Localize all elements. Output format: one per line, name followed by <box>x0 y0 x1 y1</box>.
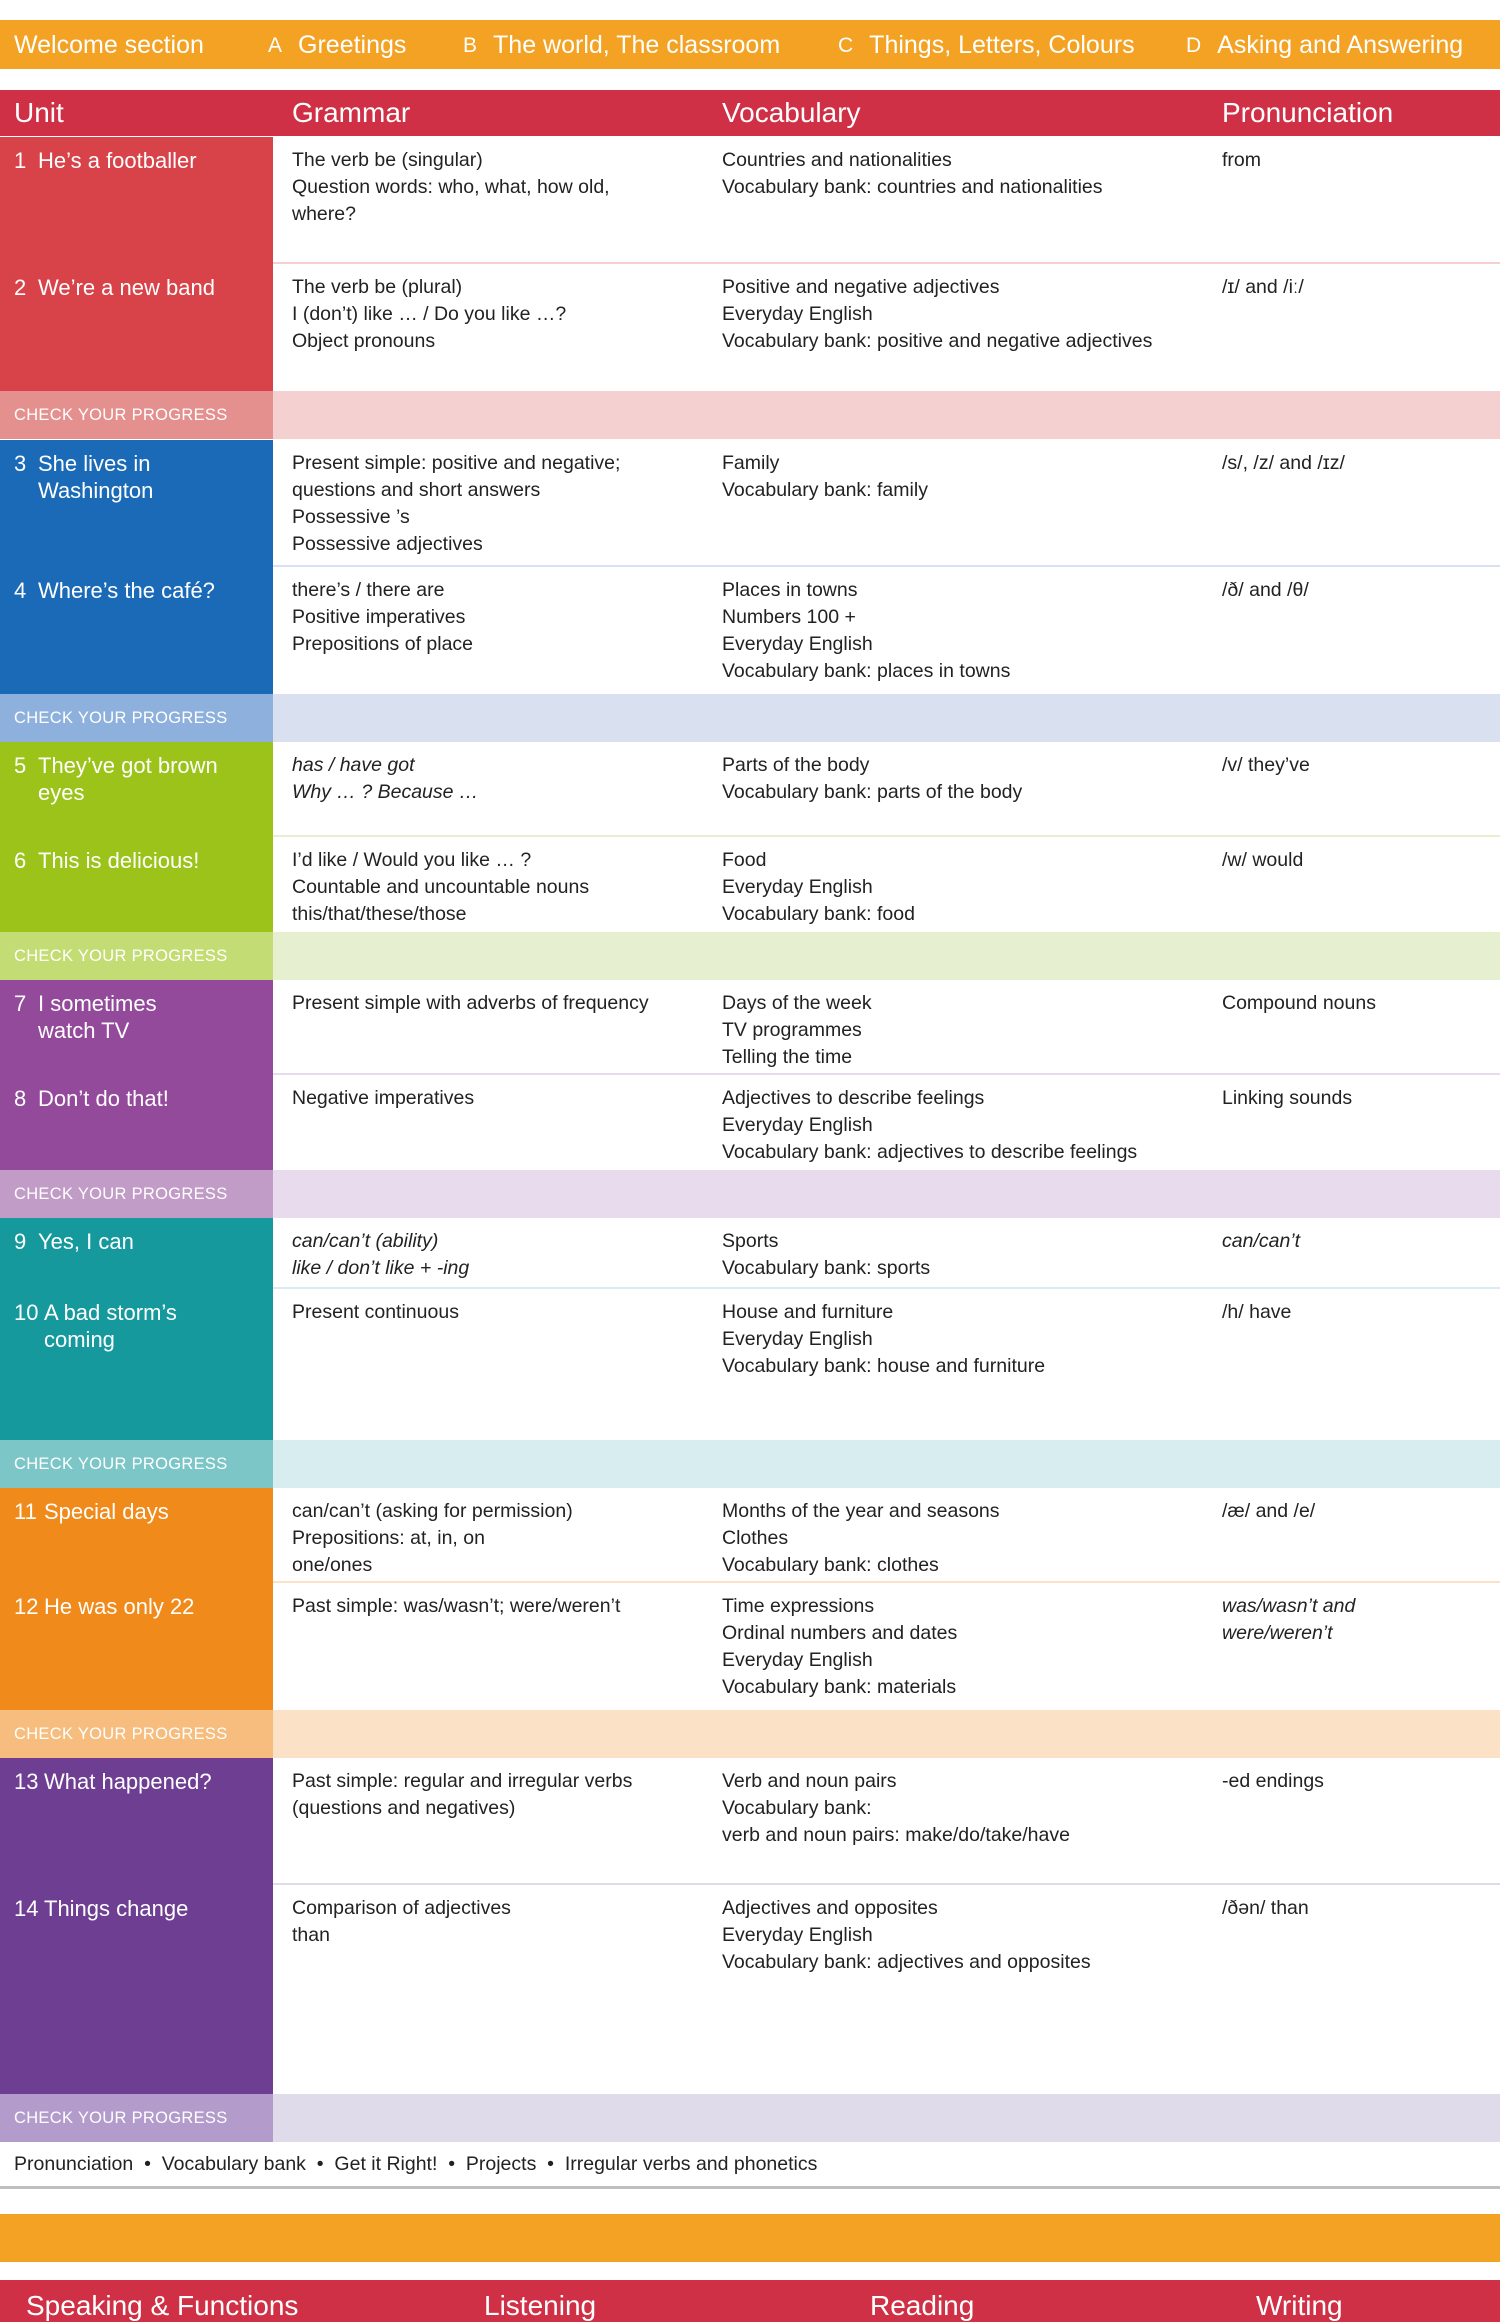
check-progress-label: CHECK YOUR PROGRESS <box>0 694 273 742</box>
pronunciation-cell: /ð/ and /θ/ <box>1222 579 1309 601</box>
table-header <box>0 90 1500 136</box>
unit-title: I sometimes watch TV <box>38 991 157 1043</box>
section-letter: B <box>463 34 478 57</box>
section-letter: D <box>1186 34 1202 57</box>
unit-row-8 <box>0 1075 1500 1170</box>
vocabulary-cell: House and furniture Everyday English Vocabulary bank: house and furniture <box>722 1301 1046 1377</box>
skills-header <box>0 2280 1500 2322</box>
grammar-cell: can/can’t (ability) like / don’t like + -ing <box>292 1230 470 1279</box>
pronunciation-cell: /h/ have <box>1222 1301 1292 1323</box>
grammar-cell: I’d like / Would you like … ? Countable and uncountable nouns this/that/these/those <box>292 849 590 925</box>
vocabulary-cell: Parts of the body Vocabulary bank: parts of the body <box>722 754 1023 803</box>
section-label: Greetings <box>298 31 407 59</box>
header-reading: Reading <box>870 2290 975 2321</box>
vocabulary-cell: Verb and noun pairs Vocabulary bank: verb and noun pairs: make/do/take/have <box>722 1770 1070 1846</box>
welcome-section-bar <box>0 20 1500 69</box>
pronunciation-cell: /æ/ and /e/ <box>1222 1500 1316 1522</box>
unit-title: This is delicious! <box>38 848 200 873</box>
check-progress-row <box>0 932 1500 980</box>
pronunciation-cell: from <box>1222 149 1261 171</box>
unit-cell <box>0 137 273 264</box>
section-label: Things, Letters, Colours <box>869 31 1135 59</box>
check-progress-label: CHECK YOUR PROGRESS <box>0 1440 273 1488</box>
welcome-section-d <box>1186 31 1463 60</box>
header-vocabulary: Vocabulary <box>722 97 861 128</box>
footer-divider <box>0 2186 1500 2189</box>
welcome-section-c <box>838 31 1135 60</box>
unit-row-5 <box>0 742 1500 837</box>
check-progress-row <box>0 391 1500 439</box>
orange-band <box>0 2214 1500 2262</box>
unit-number: 3 <box>14 451 27 476</box>
grammar-cell: Comparison of adjectives than <box>292 1897 511 1946</box>
pronunciation-cell: -ed endings <box>1222 1770 1324 1792</box>
unit-cell <box>0 1758 273 1885</box>
check-progress-label: CHECK YOUR PROGRESS <box>0 1710 273 1758</box>
vocabulary-cell: Positive and negative adjectives Everyday English Vocabulary bank: positive and negative adjectives <box>722 276 1153 352</box>
unit-number: 1 <box>14 148 27 173</box>
welcome-title: Welcome section <box>14 31 204 59</box>
unit-row-4 <box>0 567 1500 694</box>
vocabulary-cell: Countries and nationalities Vocabulary bank: countries and nationalities <box>722 149 1103 198</box>
vocabulary-cell: Adjectives and opposites Everyday English Vocabulary bank: adjectives and opposites <box>722 1897 1091 1973</box>
section-letter: A <box>268 34 283 57</box>
unit-title: Things change <box>44 1896 189 1921</box>
check-progress-row <box>0 1440 1500 1488</box>
pronunciation-cell: Linking sounds <box>1222 1087 1353 1109</box>
check-progress-row <box>0 1710 1500 1758</box>
unit-cell <box>0 567 273 694</box>
unit-row-7 <box>0 980 1500 1075</box>
pronunciation-cell: Compound nouns <box>1222 992 1376 1014</box>
unit-number: 4 <box>14 578 27 603</box>
unit-cell <box>0 1583 273 1710</box>
check-progress-row <box>0 694 1500 742</box>
grammar-cell: Past simple: was/wasn’t; were/weren’t <box>292 1595 621 1617</box>
unit-title: Yes, I can <box>38 1229 134 1254</box>
unit-number: 6 <box>14 848 27 873</box>
header-listening: Listening <box>484 2290 597 2321</box>
unit-number: 12 <box>14 1594 39 1619</box>
unit-number: 14 <box>14 1896 39 1921</box>
check-progress-row <box>0 1170 1500 1218</box>
pronunciation-cell: /s/, /z/ and /ɪz/ <box>1222 452 1345 474</box>
unit-cell <box>0 742 273 837</box>
unit-title: He’s a footballer <box>38 148 197 173</box>
grammar-cell: The verb be (plural) I (don’t) like … / Do you like …? Object pronouns <box>292 276 567 352</box>
unit-row-2 <box>0 264 1500 391</box>
unit-title: What happened? <box>44 1769 212 1794</box>
unit-number: 11 <box>14 1499 37 1524</box>
unit-title: Don’t do that! <box>38 1086 169 1111</box>
unit-title: They’ve got brown eyes <box>38 753 218 805</box>
unit-row-6 <box>0 837 1500 932</box>
unit-cell <box>0 1218 273 1289</box>
welcome-section-b <box>463 31 780 60</box>
unit-number: 2 <box>14 275 27 300</box>
header-grammar: Grammar <box>292 97 411 128</box>
vocabulary-cell: Time expressions Ordinal numbers and dates Everyday English Vocabulary bank: materials <box>722 1595 958 1698</box>
unit-title: Where’s the café? <box>38 578 215 603</box>
vocabulary-cell: Family Vocabulary bank: family <box>722 452 928 501</box>
unit-cell <box>0 1289 273 1440</box>
unit-cell <box>0 1488 273 1583</box>
grammar-cell: Present simple with adverbs of frequency <box>292 992 649 1014</box>
vocabulary-cell: Food Everyday English Vocabulary bank: food <box>722 849 915 925</box>
unit-cell <box>0 1075 273 1170</box>
appendix-list <box>0 2148 1500 2182</box>
grammar-cell: there’s / there are Positive imperatives Prepositions of place <box>292 579 474 655</box>
appendix-items: Pronunciation • Vocabulary bank • Get it Right! • Projects • Irregular verbs and phonetics <box>14 2153 818 2175</box>
check-progress-label: CHECK YOUR PROGRESS <box>0 932 273 980</box>
unit-row-10 <box>0 1289 1500 1440</box>
pronunciation-cell: can/can’t <box>1222 1230 1301 1252</box>
section-letter: C <box>838 34 854 57</box>
grammar-cell: The verb be (singular) Question words: who, what, how old, where? <box>292 149 610 225</box>
unit-row-11 <box>0 1488 1500 1583</box>
unit-cell <box>0 1885 273 2094</box>
section-label: The world, The classroom <box>493 31 781 59</box>
unit-number: 5 <box>14 753 27 778</box>
check-progress-label: CHECK YOUR PROGRESS <box>0 1170 273 1218</box>
grammar-cell: Past simple: regular and irregular verbs (questions and negatives) <box>292 1770 633 1819</box>
grammar-cell: has / have got Why … ? Because … <box>292 754 479 803</box>
unit-number: 7 <box>14 991 27 1016</box>
unit-title: She lives in Washington <box>38 451 154 503</box>
pronunciation-cell: /ɪ/ and /iː/ <box>1222 276 1304 298</box>
check-progress-label: CHECK YOUR PROGRESS <box>0 391 273 439</box>
unit-number: 10 <box>14 1300 39 1325</box>
check-progress-row <box>0 2094 1500 2142</box>
vocabulary-cell: Adjectives to describe feelings Everyday English Vocabulary bank: adjectives to describe feelings <box>722 1087 1138 1163</box>
unit-row-14 <box>0 1885 1500 2094</box>
unit-number: 9 <box>14 1229 27 1254</box>
header-writing: Writing <box>1256 2290 1343 2321</box>
grammar-cell: can/can’t (asking for permission) Prepositions: at, in, on one/ones <box>292 1500 573 1576</box>
unit-title: He was only 22 <box>44 1594 195 1619</box>
unit-number: 8 <box>14 1086 27 1111</box>
check-progress-label: CHECK YOUR PROGRESS <box>0 2094 273 2142</box>
unit-cell <box>0 440 273 567</box>
unit-title: A bad storm’s coming <box>44 1300 177 1352</box>
grammar-cell: Negative imperatives <box>292 1087 475 1109</box>
header-pronunciation: Pronunciation <box>1222 97 1394 128</box>
header-speaking: Speaking & Functions <box>26 2290 299 2321</box>
pronunciation-cell: /ðən/ than <box>1222 1897 1309 1919</box>
unit-row-12 <box>0 1583 1500 1710</box>
unit-cell <box>0 264 273 391</box>
vocabulary-cell: Months of the year and seasons Clothes Vocabulary bank: clothes <box>722 1500 1000 1576</box>
unit-row-9 <box>0 1218 1500 1289</box>
unit-row-13 <box>0 1758 1500 1885</box>
unit-cell <box>0 837 273 932</box>
unit-row-1 <box>0 137 1500 264</box>
pronunciation-cell: /w/ would <box>1222 849 1304 871</box>
grammar-cell: Present continuous <box>292 1301 459 1323</box>
section-label: Asking and Answering <box>1217 31 1464 59</box>
vocabulary-cell: Places in towns Numbers 100 + Everyday English Vocabulary bank: places in towns <box>722 579 1011 682</box>
unit-row-3 <box>0 440 1500 567</box>
vocabulary-cell: Sports Vocabulary bank: sports <box>722 1230 931 1279</box>
unit-title: We’re a new band <box>38 275 215 300</box>
welcome-section-a <box>268 31 406 60</box>
unit-title: Special days <box>44 1499 169 1524</box>
grammar-cell: Present simple: positive and negative; questions and short answers Possessive ’s Possessive adjectives <box>292 452 621 555</box>
unit-number: 13 <box>14 1769 39 1794</box>
unit-cell <box>0 980 273 1075</box>
pronunciation-cell: was/wasn’t and were/weren’t <box>1222 1595 1356 1644</box>
pronunciation-cell: /v/ they’ve <box>1222 754 1310 776</box>
vocabulary-cell: Days of the week TV programmes Telling the time <box>722 992 872 1068</box>
header-unit: Unit <box>14 97 64 128</box>
